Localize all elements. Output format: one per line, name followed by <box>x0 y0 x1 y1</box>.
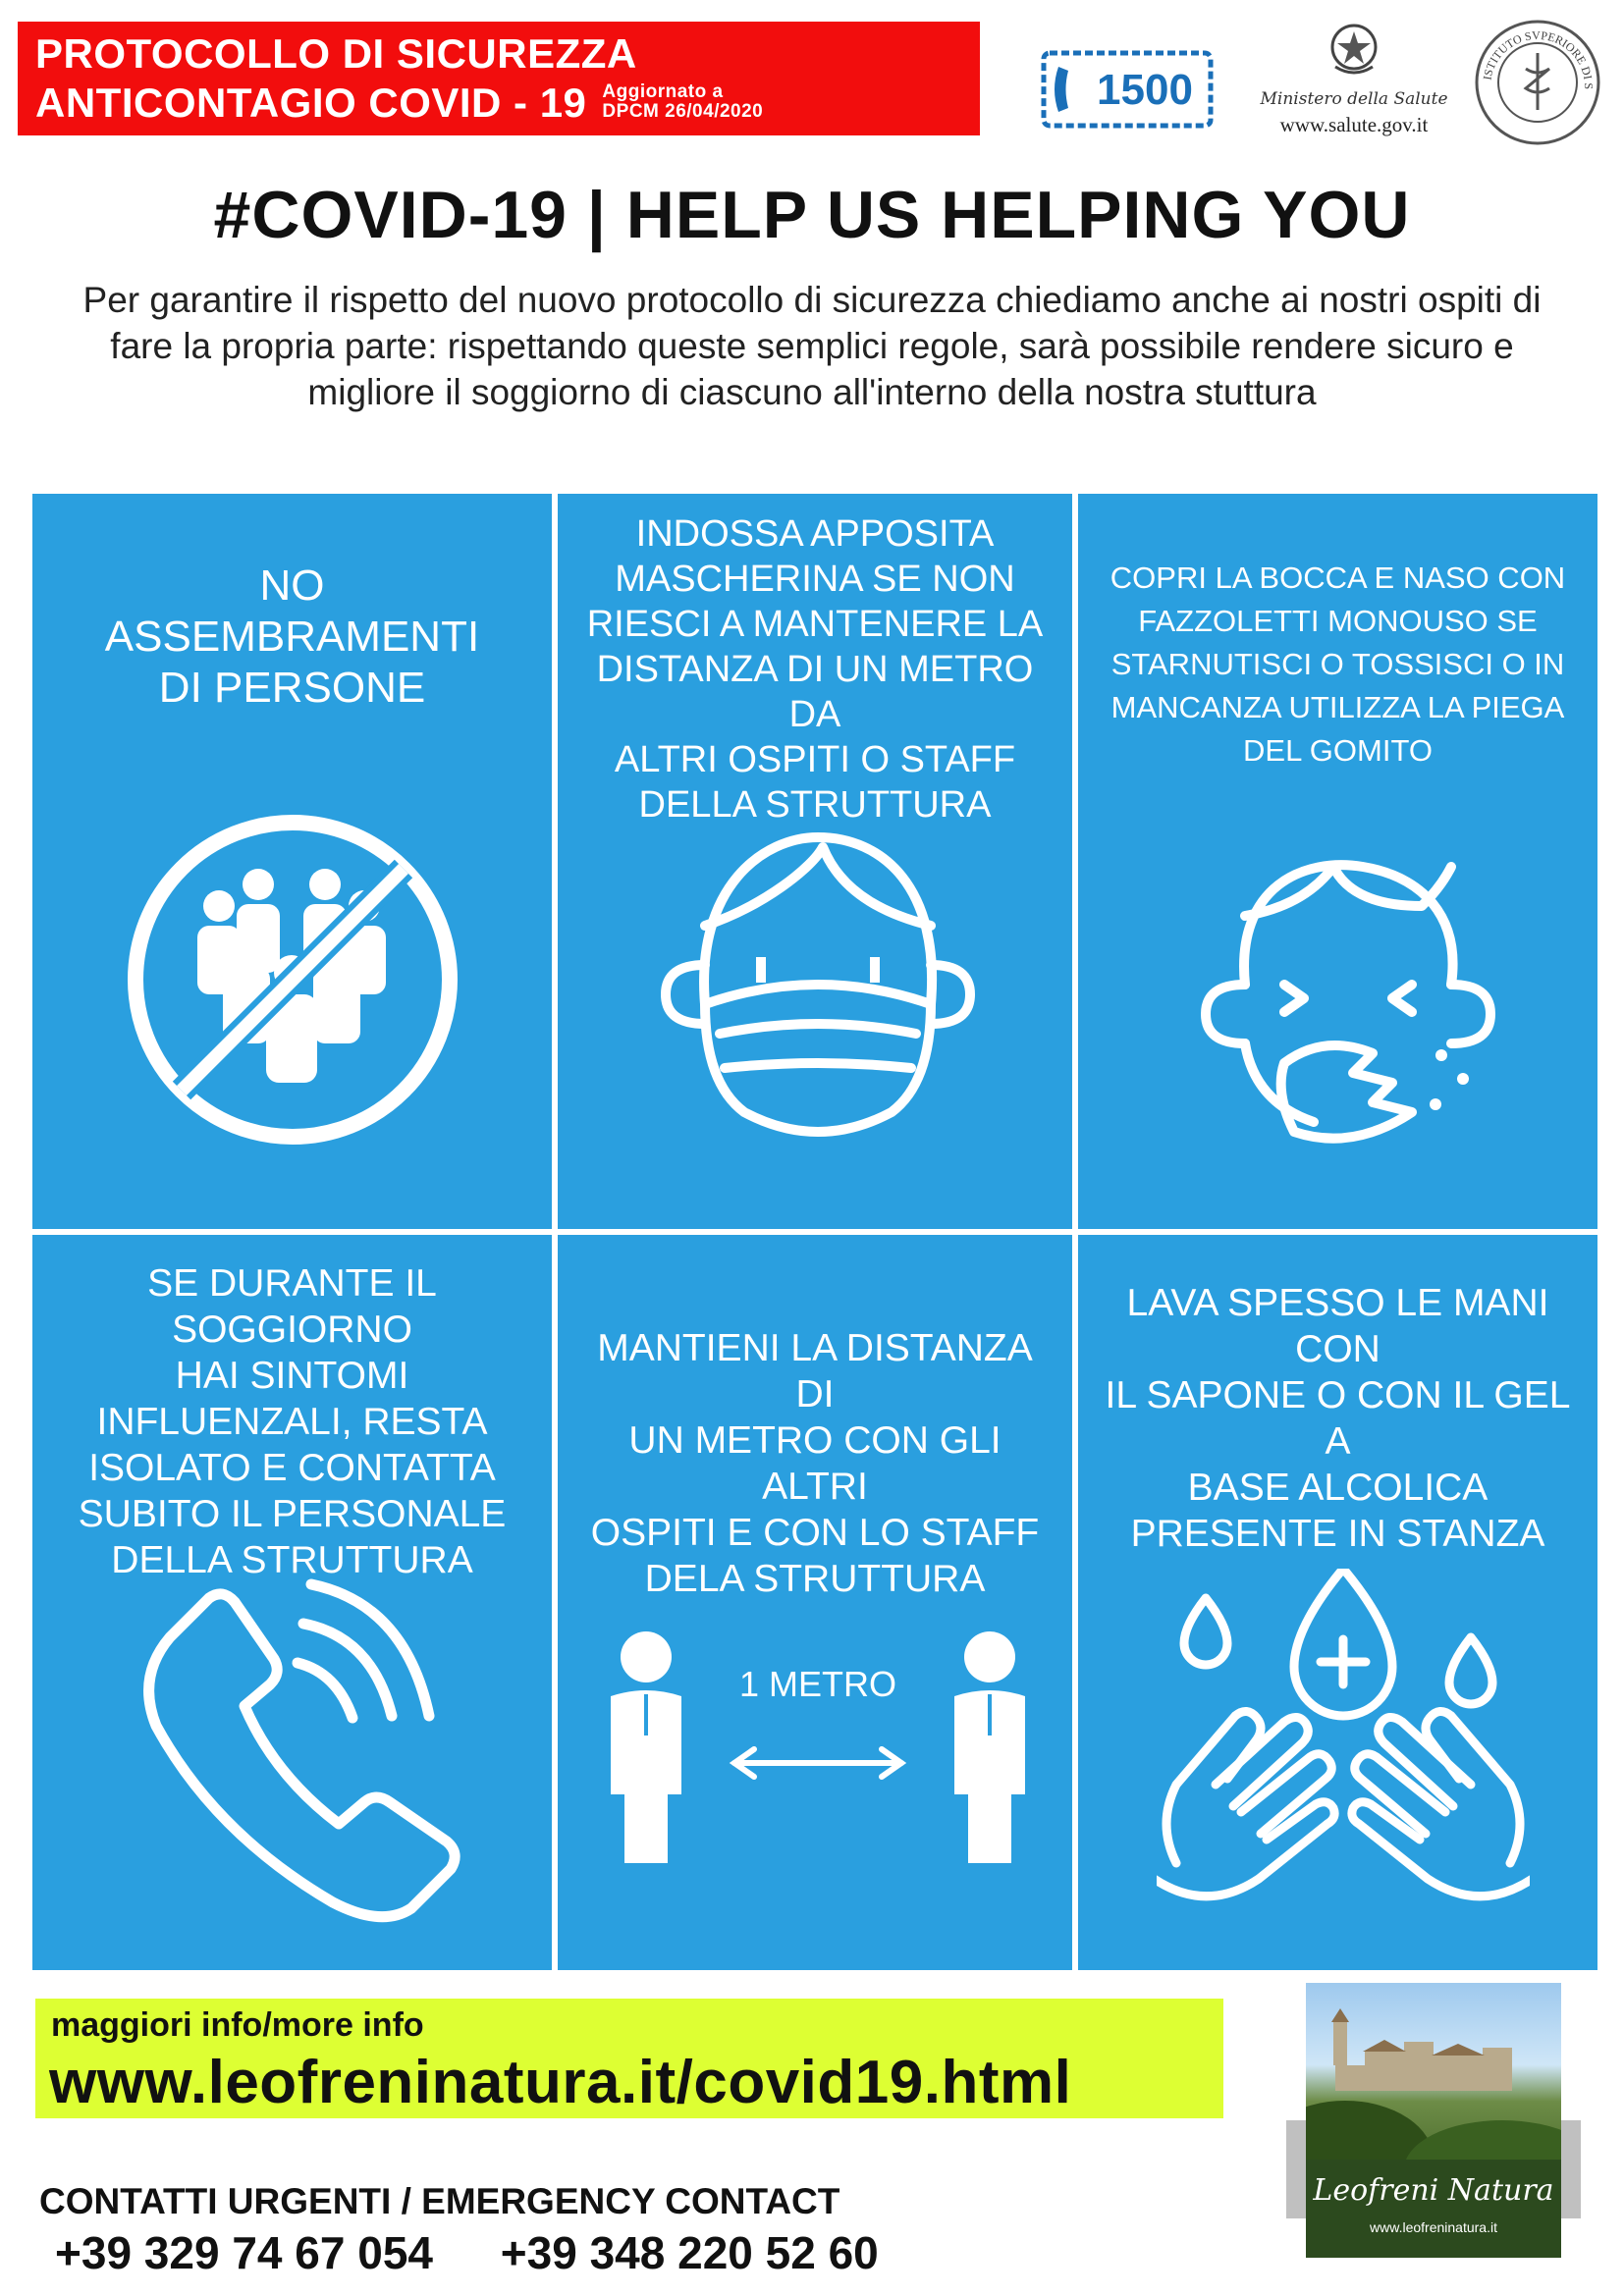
phone-call-icon <box>131 1578 464 1932</box>
ministry-name: Ministero della Salute <box>1260 89 1448 109</box>
rule-cover-sneeze: COPRI LA BOCCA E NASO CON FAZZOLETTI MONOUSO SE STARNUTISCI O TOSSISCI O IN MANCANZA UTILIZZA LA PIEGA DEL GOMITO <box>1075 491 1600 1232</box>
no-crowd-icon <box>111 798 474 1161</box>
phone-number-1[interactable]: +39 329 74 67 054 <box>55 2227 433 2278</box>
distance-label: 1 METRO <box>738 1664 897 1704</box>
rule-no-crowds: NO ASSEMBRAMENTI DI PERSONE <box>29 491 555 1232</box>
rules-grid <box>29 491 1600 1973</box>
hand-wash-icon <box>1157 1569 1530 1922</box>
brand-url[interactable]: www.leofreninatura.it <box>1370 2219 1497 2235</box>
hotline-number: 1500 <box>1097 66 1193 114</box>
hotline-phone-icon <box>1041 47 1216 132</box>
ministry-logo <box>1245 22 1463 147</box>
more-info-label: maggiori info/more info <box>51 2006 424 2044</box>
iss-seal-logo <box>1473 18 1602 147</box>
badge-title-line2: ANTICONTAGIO COVID - 19 <box>35 80 587 126</box>
brand-name: Leofreni Natura <box>1313 2173 1554 2208</box>
ministry-url: www.salute.gov.it <box>1279 113 1429 136</box>
protocol-badge <box>18 22 980 135</box>
phone-number-2[interactable]: +39 348 220 52 60 <box>500 2227 879 2278</box>
rule-wear-mask: INDOSSA APPOSITA MASCHERINA SE NON RIESCI A MANTENERE LA DISTANZA DI UN METRO DA ALTRI OSPITI O STAFF DELLA STRUTTURA <box>555 491 1075 1232</box>
svg-text:ISTITUTO SVPERIORE DI SANITÀ: ISTITUTO SVPERIORE DI S <box>1480 27 1597 90</box>
distance-icon <box>597 1588 1039 1863</box>
hotline-1500-logo <box>1041 47 1216 132</box>
update-note: Aggiornato a DPCM 26/04/2020 <box>602 81 764 122</box>
emergency-contacts-title: CONTATTI URGENTI / EMERGENCY CONTACT <box>39 2181 840 2221</box>
more-info-box <box>35 1999 1223 2118</box>
intro-paragraph: Per garantire il rispetto del nuovo protocollo di sicurezza chiediamo anche ai nostri ospiti di fare la propria parte: rispettando queste semplici regole, sarà possibile rendere sicuro e migliore il soggiorno di ciascuno all'interno della nostra stuttura <box>82 280 1542 412</box>
face-mask-icon <box>646 828 990 1151</box>
rule-keep-distance: MANTIENI LA DISTANZA DI UN METRO CON GLI ALTRI OSPITI E CON LO STAFF DELA STRUTTURA 1 METRO <box>555 1232 1075 1973</box>
emergency-phones <box>55 2226 879 2279</box>
rule-symptoms-call: SE DURANTE IL SOGGIORNO HAI SINTOMI INFLUENZALI, RESTA ISOLATO E CONTATTA SUBITO IL PERSONALE DELLA STRUTTURA <box>29 1232 555 1973</box>
badge-title-line1: PROTOCOLLO DI SICUREZZA <box>35 30 637 77</box>
rule-wash-hands: LAVA SPESSO LE MANI CON IL SAPONE O CON IL GEL A BASE ALCOLICA PRESENTE IN STANZA <box>1075 1232 1600 1973</box>
caduceus-icon <box>1526 53 1549 110</box>
brand-logo <box>1286 1983 1581 2277</box>
more-info-link[interactable]: www.leofreninatura.it/covid19.html <box>49 2049 1072 2116</box>
page-title: #COVID-19 | HELP US HELPING YOU <box>213 178 1411 252</box>
emblem-icon <box>1327 22 1380 77</box>
sneeze-tissue-icon <box>1176 847 1510 1161</box>
